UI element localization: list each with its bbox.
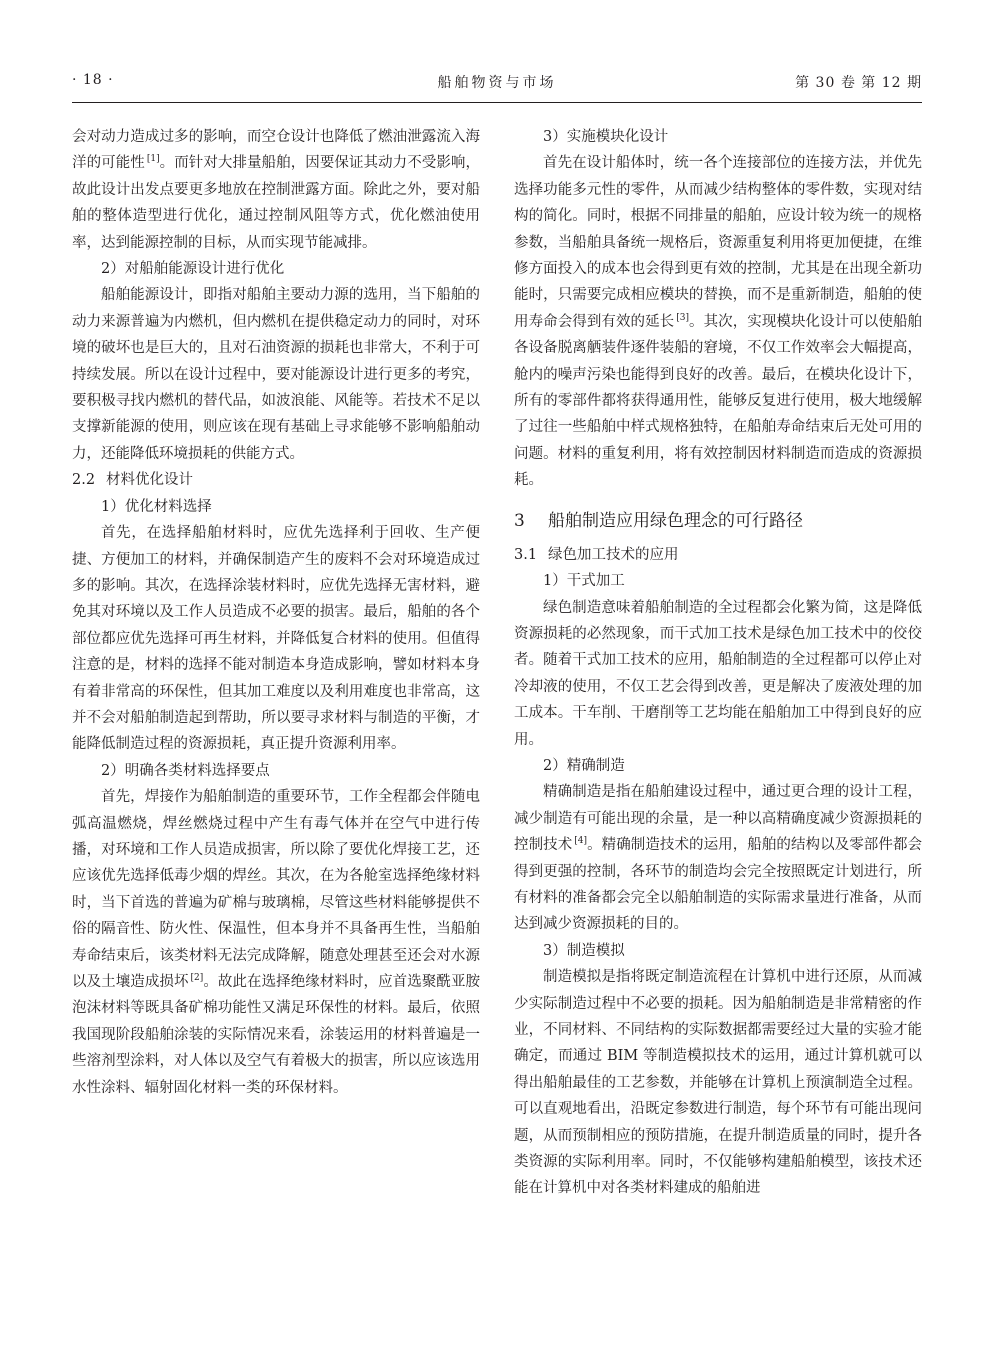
list-item-heading: 3）制造模拟 <box>543 942 625 959</box>
list-item-heading: 1）优化材料选择 <box>101 498 212 515</box>
list-item-heading: 3）实施模块化设计 <box>543 129 669 145</box>
running-header <box>72 68 922 96</box>
list-item-heading: 2）对船舶能源设计进行优化 <box>101 261 285 278</box>
chapter-heading: 3 船舶制造应用绿色理念的可行路径 <box>514 510 803 531</box>
left-column <box>72 124 480 1101</box>
header-rule <box>72 102 922 103</box>
paragraph: 首先，在选择船舶材料时，应优先选择利于回收、生产便捷、方便加工的材料，并确保制造产生的废料不会对环境造成过多的影响。其次，在选择涂装材料时，应优先选择无害材料，避免其对环境以及工作人员造成不必要的损害。最后，船舶的各个部位都应优先选择可再生材料，并降低复合材料的使用。但值得注意的是，材料的选择不能对制造本身造成影响，譬如材料本身有着非常高的环保性，但其加工难度以及利用难度也非常高，这并不会对船舶制造起到帮助，所以要寻求材料与制造的平衡，才能降低制造过程的资源损耗，真正提升资源利用率。 <box>72 525 480 753</box>
citation: [4] <box>574 836 588 847</box>
paragraph: 制造模拟是指将既定制造流程在计算机中进行还原，从而减少实际制造过程中不必要的损耗。因为船舶制造是非常精密的作业，不同材料、不同结构的实际数据都需要经过大量的实验才能确定，而通过 BIM 等制造模拟技术的运用，通过计算机就可以得出船舶最佳的工艺参数，并能够在计算机上预演制造全过程。可以直观地看出，沿既定参数进行制造，每个环节有可能出现问题，从而预制相应的预防措施，在提升制造质量的同时，提升各类资源的实际利用率。同时，不仅能够构建船舶模型，该技术还能在计算机中对各类材料建成的船舶进 <box>514 969 922 1197</box>
citation: [3] <box>676 312 689 323</box>
right-column <box>514 124 922 1202</box>
citation: [1] <box>146 154 160 165</box>
paragraph: 船舶能源设计，即指对船舶主要动力源的选用，当下船舶的动力来源普遍为内燃机，但内燃机在提供稳定动力的同时，对环境的破坏也是巨大的，且对石油资源的损耗也非常大，不利于可持续发展。所以在设计过程中，要对能源设计进行更多的考究，要积极寻找内燃机的替代品，如波浪能、风能等。若技术不足以支撑新能源的使用，则应该在现有基础上寻求能够不影响船舶动力，还能降低环境损耗的供能方式。 <box>72 287 480 462</box>
list-item-heading: 1）干式加工 <box>543 573 625 590</box>
paragraph: 首先在设计船体时，统一各个连接部位的连接方法，并优先选择功能多元性的零件，从而减少结构整体的零件数，实现对结构的简化。同时，根据不同排量的船舶，应设计较为统一的规格参数，当船舶具备统一规格后，资源重复利用将更加便捷，在维修方面投入的成本也会得到更有效的控制，尤其是在出现全新功能时，只需要完成相应模块的替换，而不是重新制造，船舶的使用寿命会得到有效的延长 [3]。其次，实现模块化设计可以使船舶各设备脱离舾装件逐件装船的窘境，不仅工作效率会大幅提高，舱内的噪声污染也能得到良好的改善。最后，在模块化设计下，所有的零部件都将获得通用性，能够反复进行使用，极大地缓解了过往一些船舶中样式规格独特，在船舶寿命结束后无处可用的问题。材料的重复利用，将有效控制因材料制造而造成的资源损耗。 <box>514 155 923 489</box>
paragraph: 绿色制造意味着船舶制造的全过程都会化繁为简，这是降低资源损耗的必然现象，而干式加工技术是绿色加工技术中的佼佼者。随着干式加工技术的应用，船舶制造的全过程都可以停止对冷却液的使用，不仅工艺会得到改善，更是解决了废液处理的加工成本。干车削、干磨削等工艺均能在船舶加工中得到良好的应用。 <box>514 599 922 748</box>
issue-info: 第 30 卷 第 12 期 <box>795 75 922 91</box>
journal-title: 船舶物资与市场 <box>437 75 557 91</box>
section-heading: 2.2 材料优化设计 <box>72 472 193 489</box>
list-item-heading: 2）明确各类材料选择要点 <box>101 762 270 779</box>
page-number: · 18 · <box>72 72 114 88</box>
list-item-heading: 2）精确制造 <box>543 757 625 774</box>
paragraph: 精确制造是指在船舶建设过程中，通过更合理的设计工程，减少制造有可能出现的余量，是一种以高精确度减少资源损耗的控制技术 [4]。精确制造技术的运用，船舶的结构以及零部件都会得到更强的控制，各环节的制造均会完全按照既定计划进行，所有材料的准备都会完全以船舶制造的实际需求量进行准备，从而达到减少资源损耗的目的。 <box>514 784 923 933</box>
paragraph: 会对动力造成过多的影响，而空仓设计也降低了燃油泄露流入海洋的可能性 [1]。而针对大排量船舶，因要保证其动力不受影响，故此设计出发点要更多地放在控制泄露方面。除此之外，要对船舶的整体造型进行优化，通过控制风阻等方式，优化燃油使用率，达到能源控制的目标，从而实现节能减排。 <box>72 129 481 251</box>
section-heading: 3.1 绿色加工技术的应用 <box>514 546 679 563</box>
citation: [2] <box>190 973 204 983</box>
paragraph: 首先，焊接作为船舶制造的重要环节，工作全程都会伴随电弧高温燃烧，焊丝燃烧过程中产生有毒气体并在空气中进行传播，对环境和工作人员造成损害，所以除了要优化焊接工艺，还应该优先选择低毒少烟的焊丝。其次，在为各舱室选择绝缘材料时，当下首选的普遍为矿棉与玻璃棉，尽管这些材料能够提供不俗的隔音性、防火性、保温性，但本身并不具备再生性，当船舶寿命结束后，该类材料无法完成降解，随意处理甚至还会对水源以及土壤造成损坏 [2]。故此在选择绝缘材料时，应首选聚酰亚胺泡沫材料等既具备矿棉功能性又满足环保性的材料。最后，依照我国现阶段船舶涂装的实际情况来看，涂装运用的材料普遍是一些溶剂型涂料，对人体以及空气有着极大的损害，所以应该选用水性涂料、辐射固化材料一类的环保材料。 <box>72 789 481 1096</box>
